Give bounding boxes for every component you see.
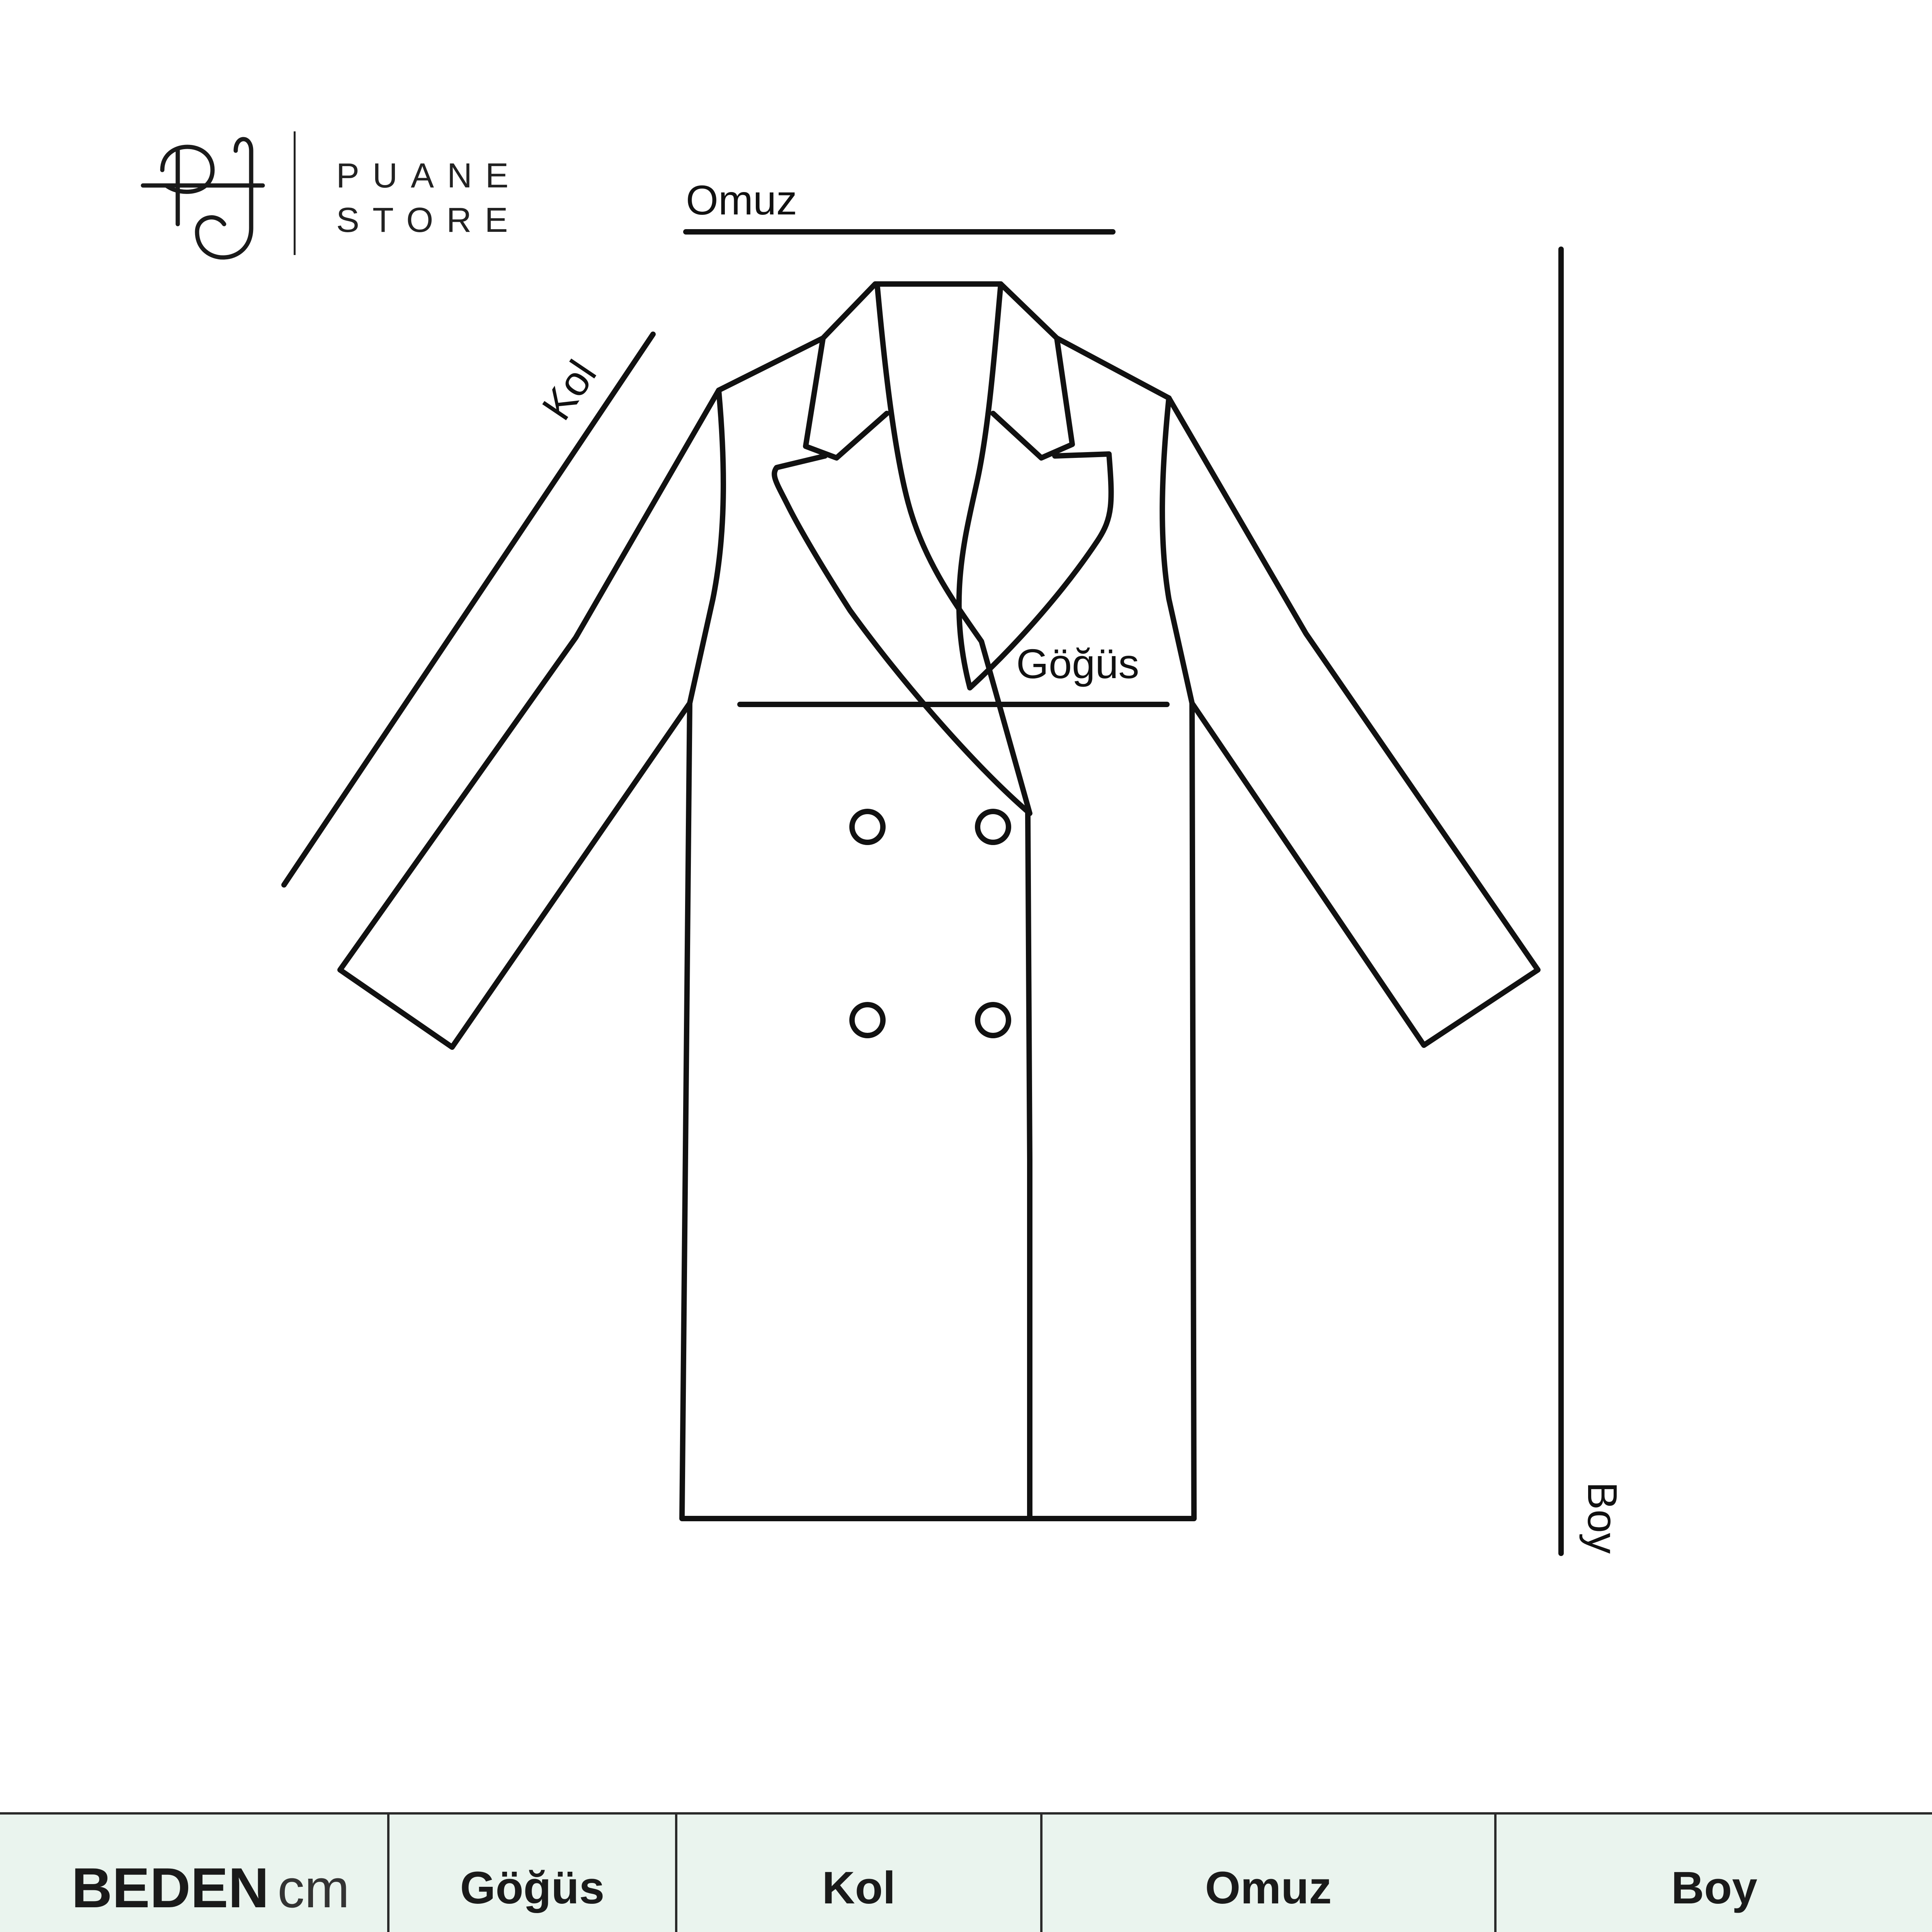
- sleeve-label: Kol: [532, 352, 605, 428]
- size-column-header: [0, 1813, 388, 1932]
- coat-body-outline: [682, 284, 1194, 1519]
- shoulder-label: Omuz: [686, 177, 798, 223]
- right-sleeve: [1169, 398, 1538, 1045]
- sleeve-column-header: Kol: [676, 1813, 1041, 1932]
- coat-button: [978, 811, 1009, 842]
- size-table: [0, 1812, 1932, 1932]
- length-column-header: Boy: [1495, 1813, 1932, 1932]
- chest-column-header: Göğüs: [388, 1813, 676, 1932]
- left-collar: [806, 338, 887, 458]
- right-collar: [993, 338, 1072, 458]
- sleeve-measure-line: [284, 334, 653, 885]
- brand-name-line2: STORE: [336, 201, 521, 240]
- coat-button: [852, 1005, 883, 1036]
- brand-name-line1: PUANE: [336, 156, 522, 195]
- coat-button: [978, 1005, 1009, 1036]
- beden-label: BEDEN: [71, 1856, 269, 1919]
- coat-front-seam: [1028, 813, 1030, 1519]
- length-label: Boy: [1579, 1482, 1626, 1554]
- table-header-row: [0, 1813, 1932, 1932]
- unit-label: cm: [277, 1858, 350, 1919]
- coat-button: [852, 811, 883, 842]
- shoulder-column-header: Omuz: [1041, 1813, 1495, 1932]
- chest-label: Göğüs: [1016, 640, 1139, 687]
- right-lapel: [959, 284, 1111, 688]
